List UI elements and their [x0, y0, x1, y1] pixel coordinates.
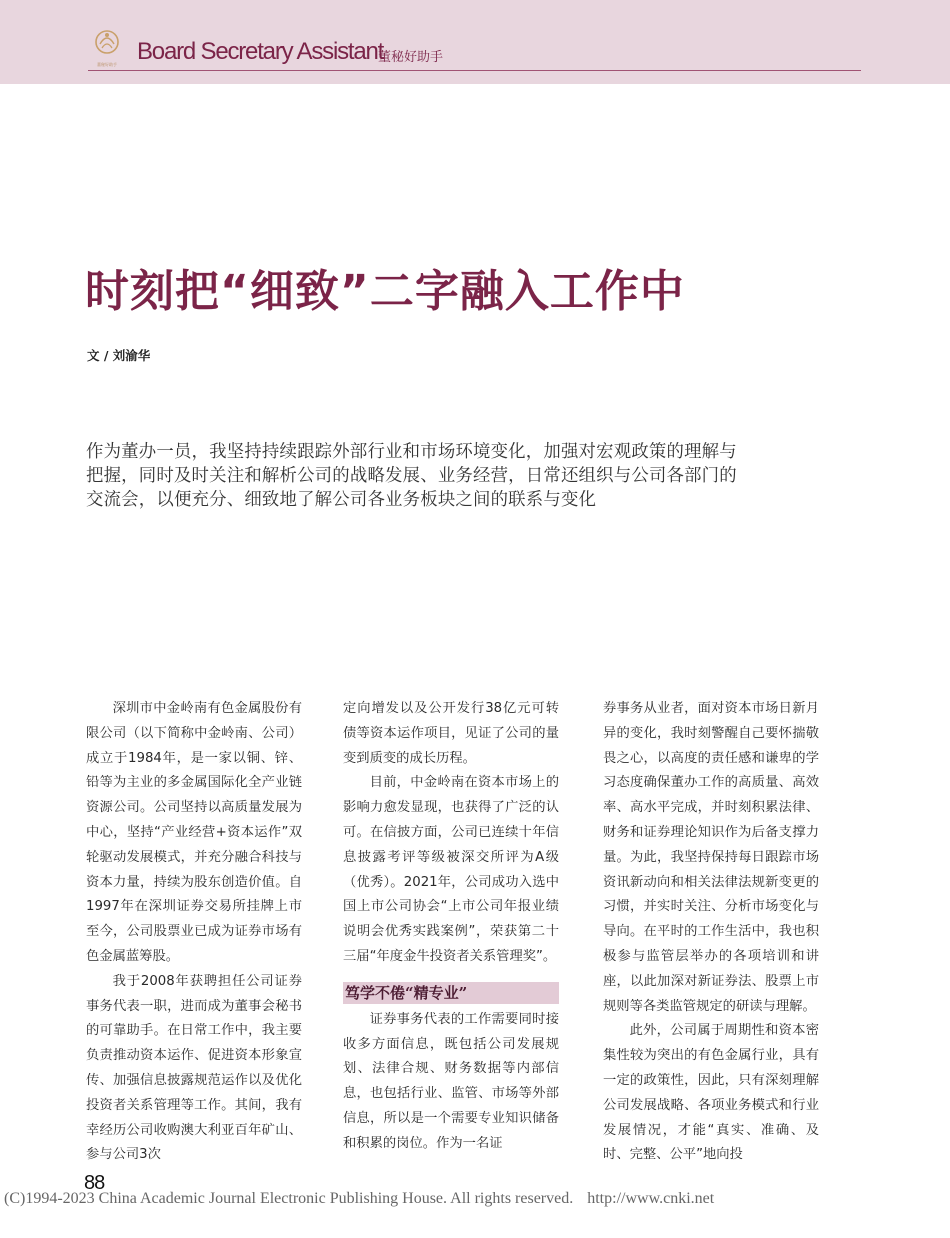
paragraph: 定向增发以及公开发行38亿元可转债等资本运作项目，见证了公司的量变到质变的成长历程。: [343, 701, 559, 766]
copyright-notice: [0, 1190, 950, 1208]
body-column-3: [603, 697, 819, 1168]
paragraph: 我于2008年获聘担任公司证券事务代表一职，进而成为董事会秘书的可靠助手。在日常工作中，我主要负责推动资本运作、促进资本形象宣传、加强信息披露规范运作以及优化投资者关系管理等工作。其间，我有幸经历公司收购澳大利亚百年矿山、参与公司3次: [86, 973, 302, 1163]
paragraph: 目前，中金岭南在资本市场上的影响力愈发显现，也获得了广泛的认可。在信披方面，公司已连续十年信息披露考评等级被深交所评为A级（优秀）。2021年，公司成功入选中国上市公司协会“上市公司年报业绩说明会优秀实践案例”，荣获第二十三届“年度金牛投资者关系管理奖”。: [343, 775, 559, 964]
brand-subtitle: 董秘好助手: [378, 50, 444, 65]
header-band: [0, 0, 950, 84]
section-heading: 笃学不倦“精专业”: [343, 982, 559, 1004]
body-column-2: [343, 697, 559, 1157]
article-byline: 文 / 刘渝华: [87, 348, 151, 363]
cnki-link[interactable]: http://www.cnki.net: [587, 1190, 715, 1207]
paragraph: 此外，公司属于周期性和资本密集性较为突出的有色金属行业，具有一定的政策性，因此，只有深刻理解公司发展战略、各项业务模式和行业发展情况，才能“真实、准确、及时、完整、公平”地向投: [603, 1023, 819, 1163]
article-title: 时刻把“细致”二字融入工作中: [85, 266, 685, 317]
body-column-1: [86, 697, 302, 1168]
header-divider: [88, 70, 861, 71]
paragraph: 券事务从业者，面对资本市场日新月异的变化，我时刻警醒自己要怀揣敬畏之心，以高度的责任感和谦卑的学习态度确保董办工作的高质量、高效率、高水平完成，并时刻积累法律、财务和证券理论知识作为后备支撑力量。为此，我坚持保持每日跟踪市场资讯新动向和相关法律法规新变更的习惯，并实时关注、分析市场变化与导向。在平时的工作生活中，我也积极参与监管层举办的各项培训和讲座，以此加深对新证券法、股票上市规则等各类监管规定的研读与理解。: [603, 701, 819, 1014]
copyright-text: (C)1994-2023 China Academic Journal Electronic Publishing House. All rights reserved.: [4, 1190, 574, 1207]
paragraph: 证券事务代表的工作需要同时接收多方面信息，既包括公司发展规划、法律合规、财务数据等内部信息，也包括行业、监管、市场等外部信息，所以是一个需要专业知识储备和积累的岗位。作为一名证: [343, 1011, 559, 1151]
logo-caption: 董秘好助手: [97, 62, 117, 67]
magazine-emblem-icon: [90, 26, 124, 66]
article-abstract: 作为董办一员，我坚持持续跟踪外部行业和市场环境变化，加强对宏观政策的理解与把握，同时及时关注和解析公司的战略发展、业务经营，日常还组织与公司各部门的交流会，以便充分、细致地了解公司各业务板块之间的联系与变化: [86, 442, 737, 510]
page-number: 88: [84, 1172, 105, 1194]
paragraph: 深圳市中金岭南有色金属股份有限公司（以下简称中金岭南、公司）成立于1984年，是一家以铜、锌、铅等为主业的多金属国际化全产业链资源公司。公司坚持以高质量发展为中心，坚持“产业经营+资本运作”双轮驱动发展模式，并充分融合科技与资本力量，持续为股东创造价值。自1997年在深圳证券交易所挂牌上市至今，公司股票业已成为证券市场有色金属蓝筹股。: [86, 701, 302, 964]
brand-title: Board Secretary Assistant: [137, 38, 384, 65]
